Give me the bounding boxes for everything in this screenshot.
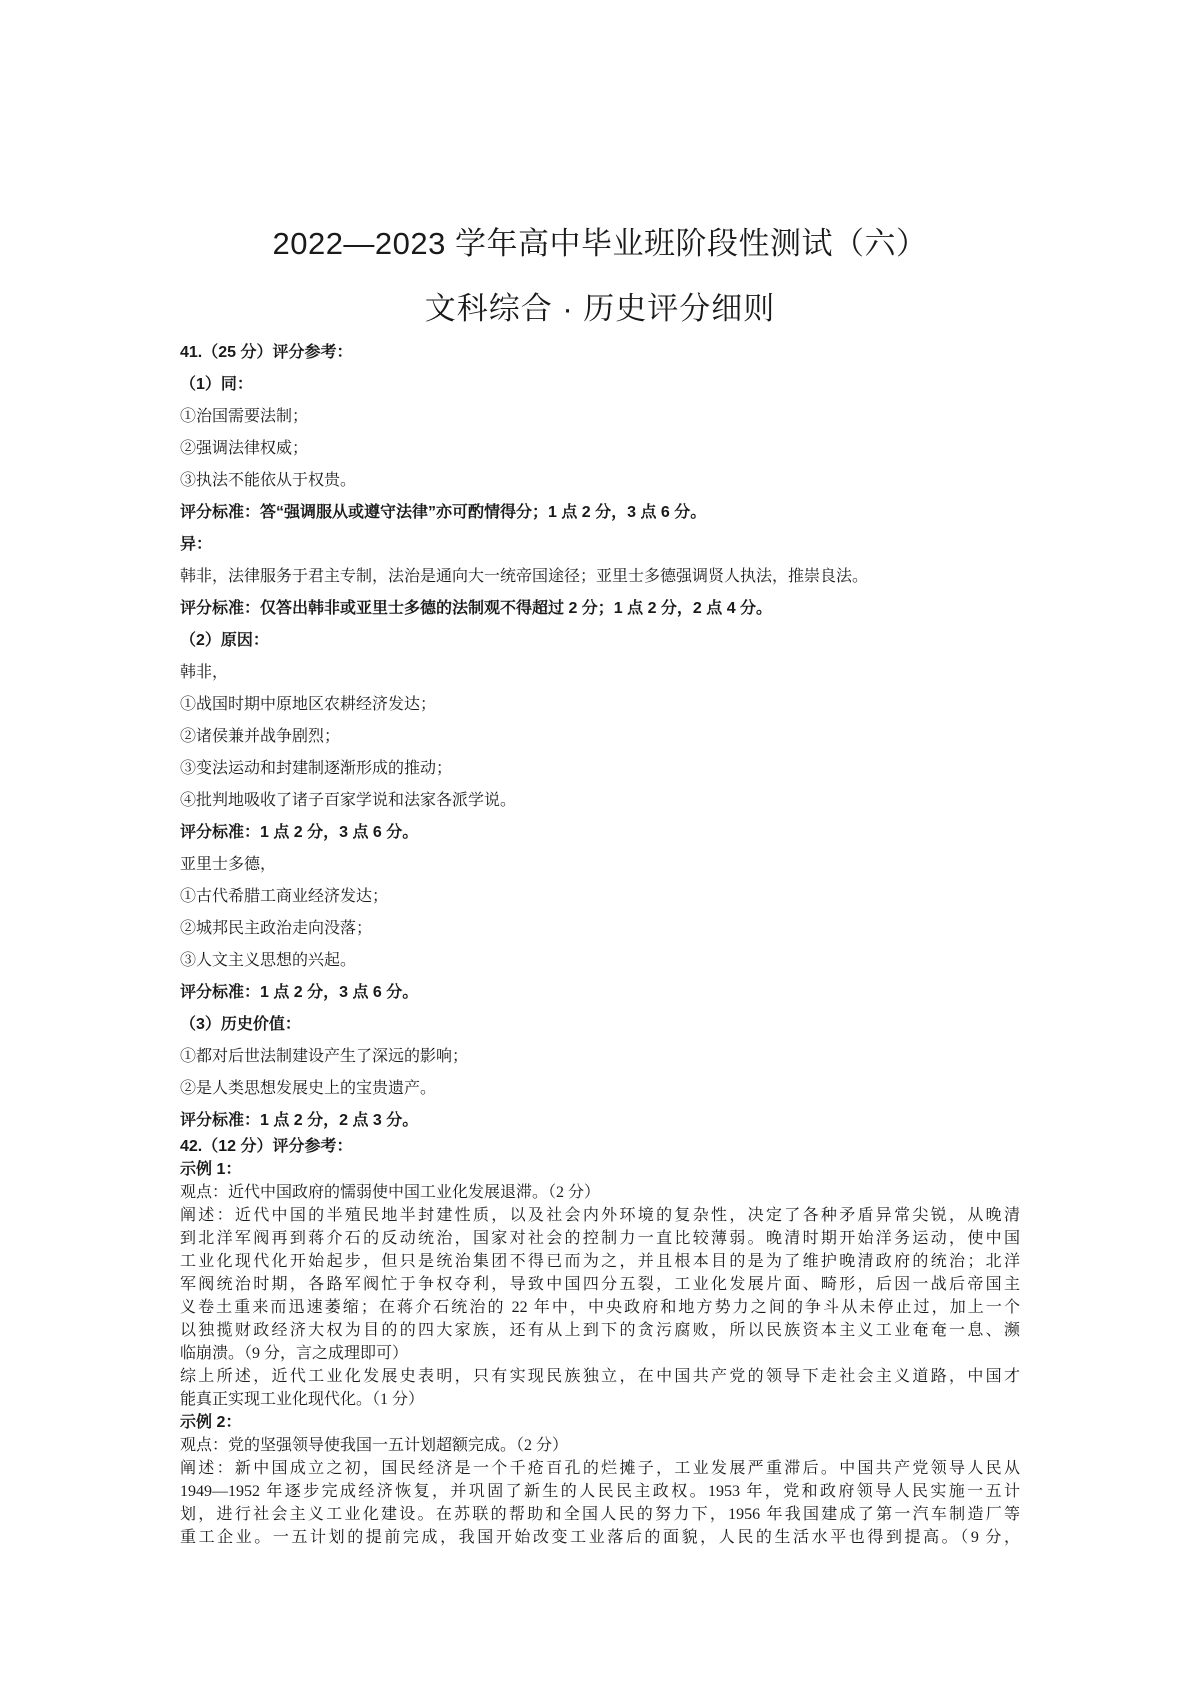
q41-diff-text: 韩非，法律服务于君主专制，法治是通向大一统帝国途径；亚里士多德强调贤人执法，推崇良法。 (180, 568, 869, 585)
example1-line: 以独揽财政经济大权为目的的四大家族，还有从上到下的贪污腐败，所以民族资本主义工业奄奄一息、濒 (180, 1322, 1020, 1339)
scoring-standard: 评分标准：仅答出韩非或亚里士多德的法制观不得超过 2 分；1 点 2 分，2 点 4 分。 (180, 600, 773, 617)
example1-label: 示例 1： (180, 1161, 242, 1178)
aristotle-label: 亚里士多德， (180, 856, 277, 873)
example2-line: 划，进行社会主义工业化建设。在苏联的帮助和全国人民的努力下，1956 年我国建成了第一汽车制造厂等 (180, 1506, 1020, 1523)
example1-line: 到北洋军阀再到蒋介石的反动统治，国家对社会的控制力一直比较薄弱。晚清时期开始洋务运动，使中国 (180, 1230, 1020, 1247)
list-item: ①治国需要法制； (180, 408, 309, 425)
list-item: ②是人类思想发展史上的宝贵遗产。 (180, 1080, 437, 1097)
list-item: ④批判地吸收了诸子百家学说和法家各派学说。 (180, 792, 517, 809)
example1-line: 临崩溃。（9 分，言之成理即可） (180, 1345, 409, 1362)
list-item: ②诸侯兼并战争剧烈； (180, 728, 341, 745)
list-item: ③执法不能依从于权贵。 (180, 472, 357, 489)
example1-line: 阐述：近代中国的半殖民地半封建性质，以及社会内外环境的复杂性，决定了各种矛盾异常尖锐，从晚清 (180, 1207, 1020, 1224)
list-item: ②城邦民主政治走向没落； (180, 920, 373, 937)
example1-viewpoint: 观点：近代中国政府的懦弱使中国工业化发展退滞。（2 分） (180, 1184, 601, 1201)
example2-viewpoint: 观点：党的坚强领导使我国一五计划超额完成。（2 分） (180, 1437, 569, 1454)
list-item: ②强调法律权威； (180, 440, 309, 457)
list-item: ③变法运动和封建制逐渐形成的推动； (180, 760, 453, 777)
example2-label: 示例 2： (180, 1414, 242, 1431)
q41-part3-label: （3）历史价值： (180, 1016, 301, 1033)
example2-line: 重工企业。一五计划的提前完成，我国开始改变工业落后的面貌，人民的生活水平也得到提高。（9 分， (180, 1529, 1020, 1546)
example1-conclusion: 能真正实现工业化现代化。（1 分） (180, 1391, 425, 1408)
example1-line: 军阀统治时期，各路军阀忙于争权夺利，导致中国四分五裂，工业化发展片面、畸形，后因一战后帝国主 (180, 1276, 1020, 1293)
example1-line: 工业化现代化开始起步，但只是统治集团不得已而为之，并且根本目的是为了维护晚清政府的统治；北洋 (180, 1253, 1020, 1270)
scoring-standard: 评分标准：答“强调服从或遵守法律”亦可酌情得分；1 点 2 分，3 点 6 分。 (180, 504, 707, 521)
example1-line: 义卷土重来而迅速萎缩；在蒋介石统治的 22 年中，中央政府和地方势力之间的争斗从未停止过，加上一个 (180, 1299, 1020, 1316)
q41-part1-label: （1）同： (180, 376, 253, 393)
q41-diff-label: 异： (180, 536, 213, 553)
document-subtitle: 文科综合 · 历史评分细则 (424, 291, 776, 326)
list-item: ①古代希腊工商业经济发达； (180, 888, 389, 905)
q41-heading: 41.（25 分）评分参考： (180, 344, 353, 361)
scoring-standard: 评分标准：1 点 2 分，3 点 6 分。 (180, 984, 419, 1001)
q42-heading: 42.（12 分）评分参考： (180, 1138, 353, 1155)
document-title: 2022—2023 学年高中毕业班阶段性测试（六） (272, 226, 928, 261)
example2-line: 1949—1952 年逐步完成经济恢复，并巩固了新生的人民民主政权。1953 年，党和政府领导人民实施一五计 (180, 1483, 1020, 1500)
scoring-standard: 评分标准：1 点 2 分，2 点 3 分。 (180, 1112, 419, 1129)
scoring-standard: 评分标准：1 点 2 分，3 点 6 分。 (180, 824, 419, 841)
example2-line: 阐述：新中国成立之初，国民经济是一个千疮百孔的烂摊子，工业发展严重滞后。中国共产党领导人民从 (180, 1460, 1020, 1477)
list-item: ①战国时期中原地区农耕经济发达； (180, 696, 437, 713)
q41-part2-label: （2）原因： (180, 632, 269, 649)
hanfei-label: 韩非， (180, 664, 229, 681)
example1-conclusion: 综上所述，近代工业化发展史表明，只有实现民族独立，在中国共产党的领导下走社会主义道路，中国才 (180, 1368, 1020, 1385)
list-item: ①都对后世法制建设产生了深远的影响； (180, 1048, 469, 1065)
list-item: ③人文主义思想的兴起。 (180, 952, 357, 969)
